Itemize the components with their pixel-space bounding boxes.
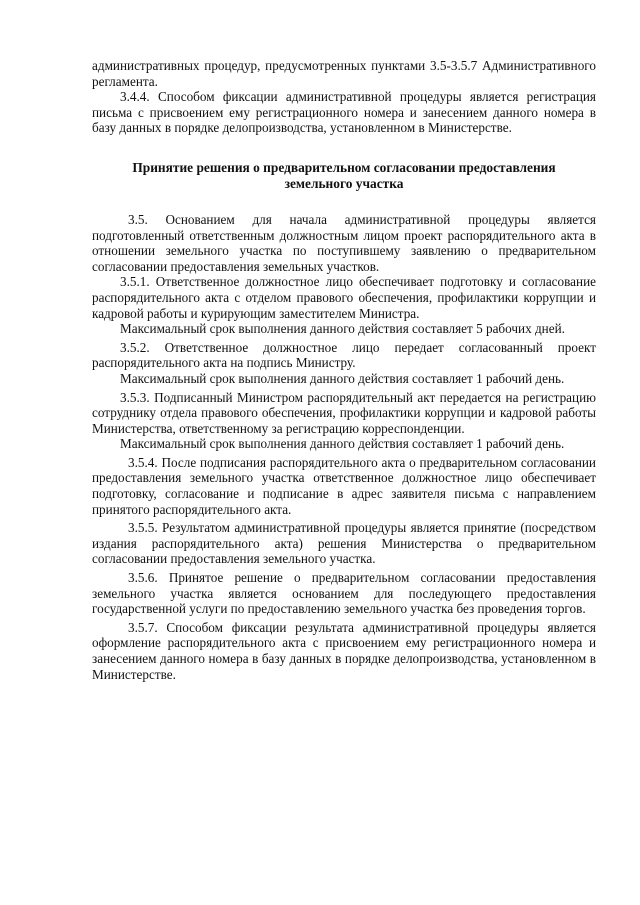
paragraph-3-5-2: 3.5.2. Ответственное должностное лицо передает согласованный проект распорядительного акта на подпись Министру. [92, 339, 596, 371]
paragraph-deadline-5-days: Максимальный срок выполнения данного действия составляет 5 рабочих дней. [120, 321, 565, 337]
paragraph-deadline-1-day-a: Максимальный срок выполнения данного действия составляет 1 рабочий день. [120, 370, 565, 386]
paragraph-3-5-1: 3.5.1. Ответственное должностное лицо обеспечивает подготовку и согласование распорядительного акта с отделом правового обеспечения, профилактики коррупции и кадровой работы и курирующим заместителем Министра. [92, 274, 596, 321]
paragraph-deadline-1-day-b: Максимальный срок выполнения данного действия составляет 1 рабочий день. [120, 436, 565, 452]
paragraph-3-5-7: 3.5.7. Способом фиксации результата административной процедуры является оформление распорядительного акта с присвоением ему регистрационного номера и занесением данного номера в базу данных в порядке делопроизводства, установленном в Министерстве. [92, 619, 596, 682]
paragraph-continuation: административных процедур, предусмотренных пунктами 3.5-3.5.7 Административного регламента. [92, 58, 596, 89]
paragraph-3-5: 3.5. Основанием для начала административной процедуры является подготовленный ответственным должностным лицом проект распорядительного акта в отношении земельного участка по поступившему заявлению о предварительном согласовании предоставления земельных участков. [92, 211, 596, 274]
paragraph-3-5-6: 3.5.6. Принятое решение о предварительном согласовании предоставления земельного участка является основанием для последующего предоставления государственной услуги по предоставлению земельного участка без проведения торгов. [92, 570, 596, 617]
section-heading-line-1: Принятие решения о предварительном согласовании предоставления [132, 159, 556, 175]
paragraph-3-5-3: 3.5.3. Подписанный Министром распорядительный акт передается на регистрацию сотруднику отдела правового обеспечения, профилактики коррупции и кадровой работы Министерства, ответственному за регистрацию корреспонденции. [92, 389, 596, 436]
section-heading [92, 160, 596, 192]
section-heading-line-2: земельного участка [284, 175, 404, 191]
paragraph-3-4-4: 3.4.4. Способом фиксации административной процедуры является регистрация письма с присвоением ему регистрационного номера и занесением данного номера в базу данных в порядке делопроизводства, установленном в Министерстве. [92, 89, 596, 136]
paragraph-3-5-5: 3.5.5. Результатом административной процедуры является принятие (посредством издания распорядительного акта) решения Министерства о предварительном согласовании предоставления земельного участка. [92, 520, 596, 567]
paragraph-3-5-4: 3.5.4. После подписания распорядительного акта о предварительном согласовании предоставления земельного участка ответственное должностное лицо обеспечивает подготовку, согласование и подписание в адрес заявителя письма с направлением принятого распорядительного акта. [92, 454, 596, 517]
